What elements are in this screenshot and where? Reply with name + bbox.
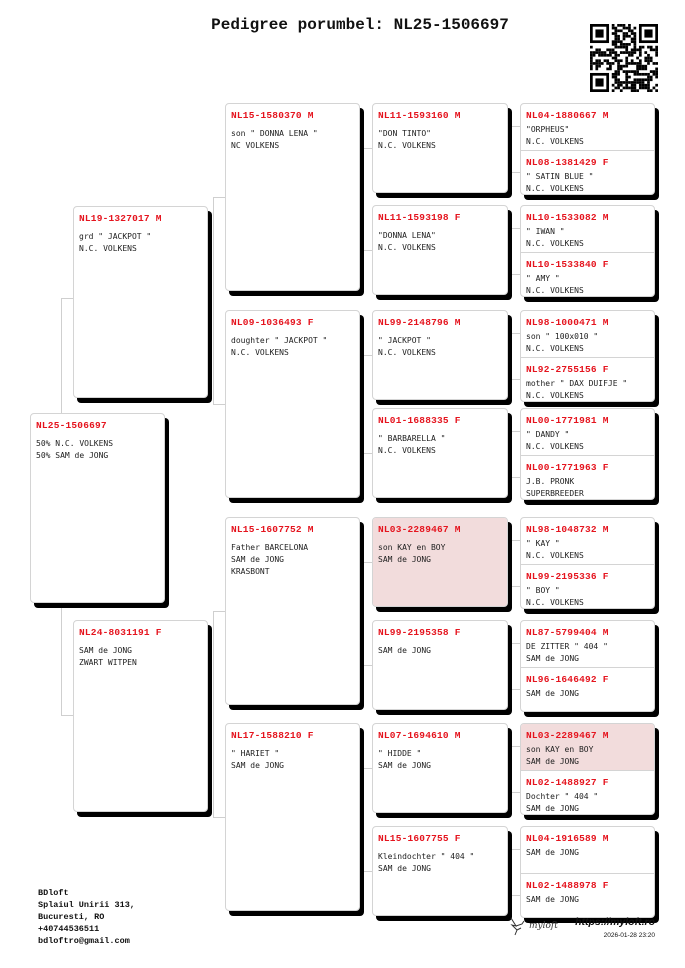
- connector-line: [360, 250, 372, 251]
- connector-line: [213, 197, 225, 198]
- connector-line: [213, 611, 225, 612]
- connector-line: [508, 540, 509, 586]
- connector-line: [508, 849, 509, 895]
- pigeon-info: " BARBARELLA " N.C. VOLKENS: [378, 434, 446, 455]
- pigeon-info: "ORPHEUS" N.C. VOLKENS: [526, 125, 584, 146]
- pigeon-card[interactable]: [372, 103, 508, 193]
- ring-number: NL15-1607752 M: [231, 524, 314, 535]
- pigeon-info: Kleindochter " 404 " SAM de JONG: [378, 852, 475, 873]
- pigeon-info: " DANDY " N.C. VOLKENS: [526, 430, 584, 451]
- pigeon-entry[interactable]: [373, 518, 507, 607]
- pigeon-entry[interactable]: [521, 518, 654, 564]
- pigeon-card[interactable]: [520, 408, 655, 500]
- pigeon-entry[interactable]: [31, 414, 164, 603]
- pigeon-card[interactable]: [372, 620, 508, 710]
- pigeon-info: doughter " JACKPOT " N.C. VOLKENS: [231, 336, 328, 357]
- ring-number: NL92-2755156 F: [526, 364, 609, 375]
- ring-number: NL00-1771981 M: [526, 415, 609, 426]
- pigeon-entry[interactable]: [74, 621, 207, 812]
- pigeon-entry[interactable]: [74, 207, 207, 398]
- ring-number: NL04-1916589 M: [526, 833, 609, 844]
- pigeon-entry[interactable]: [373, 827, 507, 916]
- connector-line: [508, 540, 520, 541]
- connector-line: [508, 431, 520, 432]
- pigeon-info: " BOY " N.C. VOLKENS: [526, 586, 584, 607]
- pigeon-info: " JACKPOT " N.C. VOLKENS: [378, 336, 436, 357]
- ring-number: NL03-2289467 M: [526, 730, 609, 741]
- pigeon-info: SAM de JONG: [526, 689, 579, 698]
- connector-line: [508, 586, 520, 587]
- pigeon-info: " KAY " N.C. VOLKENS: [526, 539, 584, 560]
- ring-number: NL19-1327017 M: [79, 213, 162, 224]
- pigeon-entry[interactable]: [521, 667, 654, 712]
- connector-line: [508, 746, 509, 792]
- connector-line: [213, 817, 225, 818]
- ring-number: NL02-1488927 F: [526, 777, 609, 788]
- pigeon-entry[interactable]: [521, 150, 654, 195]
- ring-number: NL24-8031191 F: [79, 627, 162, 638]
- pigeon-entry[interactable]: [373, 409, 507, 498]
- pigeon-card[interactable]: [225, 103, 360, 291]
- connector-line: [508, 379, 520, 380]
- connector-line: [508, 172, 520, 173]
- pigeon-info: son " DONNA LENA " NC VOLKENS: [231, 129, 318, 150]
- pigeon-info: SAM de JONG: [378, 646, 431, 655]
- ring-number: NL08-1381429 F: [526, 157, 609, 168]
- connector-line: [508, 228, 509, 274]
- ring-number: NL07-1694610 M: [378, 730, 461, 741]
- pigeon-entry[interactable]: [373, 311, 507, 400]
- pigeon-info: Dochter " 404 " SAM de JONG: [526, 792, 599, 813]
- pigeon-card[interactable]: [520, 310, 655, 402]
- pigeon-card[interactable]: [372, 517, 508, 607]
- breeder-address: [38, 887, 135, 947]
- pigeon-entry[interactable]: [521, 409, 654, 455]
- connector-line: [508, 849, 520, 850]
- pigeon-card[interactable]: [520, 103, 655, 195]
- ring-number: NL15-1607755 F: [378, 833, 461, 844]
- pigeon-entry[interactable]: [226, 724, 359, 911]
- ring-number: NL98-1048732 M: [526, 524, 609, 535]
- pigeon-entry[interactable]: [521, 621, 654, 667]
- ring-number: NL10-1533082 M: [526, 212, 609, 223]
- pigeon-entry[interactable]: [373, 104, 507, 193]
- pigeon-info: " AMY " N.C. VOLKENS: [526, 274, 584, 295]
- connector-line: [508, 333, 509, 379]
- pigeon-card[interactable]: [225, 310, 360, 498]
- pigeon-info: son " 100x010 " N.C. VOLKENS: [526, 332, 599, 353]
- ring-number: NL87-5799404 M: [526, 627, 609, 638]
- ring-number: NL02-1488978 F: [526, 880, 609, 891]
- address-phone: +40744536511: [38, 924, 100, 934]
- pigeon-info: son KAY en BOY SAM de JONG: [378, 543, 446, 564]
- pigeon-info: " HIDDE " SAM de JONG: [378, 749, 431, 770]
- timestamp: 2026-01-28 23:20: [603, 932, 655, 939]
- ring-number: NL99-2148796 M: [378, 317, 461, 328]
- ring-number: NL15-1580370 M: [231, 110, 314, 121]
- qr-code-icon[interactable]: [590, 24, 658, 92]
- pigeon-info: " HARIET " SAM de JONG: [231, 749, 284, 770]
- ring-number: NL99-2195358 F: [378, 627, 461, 638]
- ring-number: NL25-1506697: [36, 420, 107, 431]
- connector-line: [360, 453, 372, 454]
- pigeon-card[interactable]: [73, 206, 208, 398]
- pigeon-entry[interactable]: [521, 564, 654, 609]
- connector-line: [213, 404, 225, 405]
- ring-number: NL98-1000471 M: [526, 317, 609, 328]
- connector-line: [360, 562, 372, 563]
- pigeon-card[interactable]: [520, 723, 655, 815]
- connector-line: [508, 746, 520, 747]
- pigeon-info: SAM de JONG: [526, 895, 579, 904]
- website-link[interactable]: https://myloft.ro: [575, 916, 655, 928]
- connector-line: [61, 715, 73, 716]
- address-line: BDloft: [38, 888, 69, 898]
- pigeon-logo-icon: [508, 916, 526, 936]
- pigeon-info: Father BARCELONA SAM de JONG KRASBONT: [231, 543, 309, 576]
- pigeon-info: J.B. PRONK SUPERBREEDER: [526, 477, 584, 498]
- connector-line: [508, 431, 509, 477]
- ring-number: NL03-2289467 M: [378, 524, 461, 535]
- pigeon-info: mother " DAX DUIFJE " N.C. VOLKENS: [526, 379, 628, 400]
- connector-line: [508, 126, 520, 127]
- pigeon-info: SAM de JONG: [526, 848, 579, 857]
- connector-line: [360, 871, 372, 872]
- connector-line: [213, 611, 214, 817]
- connector-line: [508, 126, 509, 172]
- ring-number: NL10-1533840 F: [526, 259, 609, 270]
- pigeon-info: son KAY en BOY SAM de JONG: [526, 745, 594, 766]
- pigeon-info: grd " JACKPOT " N.C. VOLKENS: [79, 232, 152, 253]
- pigeon-info: "DON TINTO" N.C. VOLKENS: [378, 129, 436, 150]
- pigeon-info: " SATIN BLUE " N.C. VOLKENS: [526, 172, 594, 193]
- pigeon-entry[interactable]: [226, 104, 359, 291]
- pigeon-entry[interactable]: [521, 206, 654, 252]
- pigeon-entry[interactable]: [521, 104, 654, 150]
- pigeon-card[interactable]: [520, 205, 655, 297]
- connector-line: [360, 355, 361, 453]
- ring-number: NL04-1880667 M: [526, 110, 609, 121]
- pigeon-card[interactable]: [225, 723, 360, 911]
- pigeon-entry[interactable]: [521, 827, 654, 873]
- pigeon-entry[interactable]: [373, 206, 507, 295]
- logo-text: myloft: [529, 921, 558, 931]
- pigeon-info: SAM de JONG ZWART WITPEN: [79, 646, 137, 667]
- pigeon-entry[interactable]: [226, 311, 359, 498]
- myloft-logo: [508, 916, 558, 936]
- connector-line: [61, 298, 73, 299]
- connector-line: [360, 148, 372, 149]
- ring-number: NL96-1646492 F: [526, 674, 609, 685]
- connector-line: [508, 228, 520, 229]
- ring-number: NL09-1036493 F: [231, 317, 314, 328]
- pigeon-entry[interactable]: [226, 518, 359, 705]
- connector-line: [508, 895, 520, 896]
- ring-number: NL11-1593160 M: [378, 110, 461, 121]
- pigeon-card[interactable]: [520, 826, 655, 918]
- ring-number: NL11-1593198 F: [378, 212, 461, 223]
- pigeon-entry[interactable]: [373, 724, 507, 813]
- pigeon-entry[interactable]: [521, 873, 654, 918]
- connector-line: [360, 355, 372, 356]
- pigeon-card[interactable]: [372, 205, 508, 295]
- pigeon-card[interactable]: [73, 620, 208, 812]
- pigeon-card[interactable]: [520, 517, 655, 609]
- ring-number: NL00-1771963 F: [526, 462, 609, 473]
- page-title: Pedigree porumbel: NL25-1506697: [211, 16, 509, 34]
- ring-number: NL99-2195336 F: [526, 571, 609, 582]
- pigeon-card[interactable]: [372, 310, 508, 400]
- ring-number: NL17-1588210 F: [231, 730, 314, 741]
- address-email[interactable]: bdloftro@gmail.com: [38, 936, 130, 946]
- pigeon-entry[interactable]: [521, 770, 654, 815]
- pigeon-card[interactable]: [520, 620, 655, 712]
- pigeon-entry[interactable]: [521, 311, 654, 357]
- pigeon-card[interactable]: [30, 413, 165, 603]
- pigeon-info: " IWAN " N.C. VOLKENS: [526, 227, 584, 248]
- connector-line: [360, 768, 361, 871]
- ring-number: NL01-1688335 F: [378, 415, 461, 426]
- address-line: Splaiul Unirii 313,: [38, 900, 135, 910]
- pigeon-info: DE ZITTER " 404 " SAM de JONG: [526, 642, 608, 663]
- connector-line: [360, 665, 372, 666]
- connector-line: [360, 768, 372, 769]
- connector-line: [508, 689, 520, 690]
- pigeon-info: 50% N.C. VOLKENS 50% SAM de JONG: [36, 439, 114, 460]
- pigeon-entry[interactable]: [373, 621, 507, 710]
- connector-line: [508, 477, 520, 478]
- connector-line: [508, 333, 520, 334]
- pigeon-card[interactable]: [372, 826, 508, 916]
- pigeon-entry[interactable]: [521, 357, 654, 402]
- connector-line: [213, 197, 214, 404]
- pigeon-info: "DONNA LENA" N.C. VOLKENS: [378, 231, 436, 252]
- pigeon-card[interactable]: [372, 723, 508, 813]
- pigeon-card[interactable]: [225, 517, 360, 705]
- connector-line: [508, 643, 520, 644]
- connector-line: [508, 643, 509, 689]
- pigeon-card[interactable]: [372, 408, 508, 498]
- connector-line: [508, 274, 520, 275]
- pigeon-entry[interactable]: [521, 724, 654, 770]
- pigeon-entry[interactable]: [521, 455, 654, 500]
- pigeon-entry[interactable]: [521, 252, 654, 297]
- connector-line: [508, 792, 520, 793]
- address-line: Bucuresti, RO: [38, 912, 105, 922]
- connector-line: [360, 562, 361, 665]
- connector-line: [360, 148, 361, 250]
